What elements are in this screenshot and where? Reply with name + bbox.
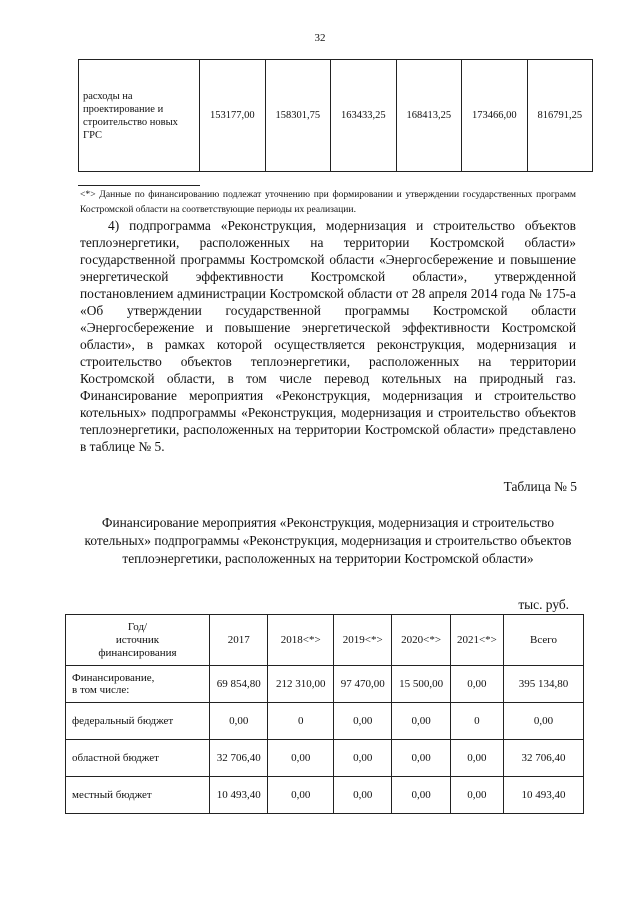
table-cell: 173466,00 xyxy=(462,60,528,172)
row-label: расходы на проектирование и строительство новых ГРС xyxy=(79,60,200,172)
header-total: Всего xyxy=(504,615,584,666)
table-cell: 158301,75 xyxy=(265,60,331,172)
header-source xyxy=(66,615,210,666)
header-year: 2020<*> xyxy=(392,615,450,666)
table-cell: 0,00 xyxy=(392,703,450,740)
table-row xyxy=(66,703,584,740)
row-label xyxy=(66,666,210,703)
table-cell: 32 706,40 xyxy=(504,740,584,777)
table-cell: 395 134,80 xyxy=(504,666,584,703)
table-cell: 69 854,80 xyxy=(210,666,268,703)
table-label: Таблица № 5 xyxy=(503,479,577,494)
table-cell: 163433,25 xyxy=(331,60,397,172)
body-paragraph xyxy=(80,217,576,455)
table-title: Финансирование мероприятия «Реконструкция, модернизация и строительство котельных» подпрограммы «Реконструкция, модернизация и строительство объектов теплоэнергетики, расположенных на территории Костромской области» xyxy=(84,515,572,566)
table-cell: 0,00 xyxy=(450,777,503,814)
table-header-row xyxy=(66,615,584,666)
footnote-divider xyxy=(78,185,200,186)
units-label: тыс. руб. xyxy=(518,597,569,612)
table-cell: 816791,25 xyxy=(527,60,593,172)
header-source-line: источник xyxy=(115,633,160,646)
footnote: <*> Данные по финансированию подлежат уточнению при формировании и утверждении государственных программ Костромской области на соответствующие периоды их реализации. xyxy=(80,189,576,215)
table-row xyxy=(66,666,584,703)
header-year: 2019<*> xyxy=(333,615,391,666)
table-cell: 0,00 xyxy=(210,703,268,740)
table-cell: 153177,00 xyxy=(200,60,266,172)
table-cell: 0 xyxy=(268,703,334,740)
table-cell: 0,00 xyxy=(504,703,584,740)
table-cell: 0,00 xyxy=(333,777,391,814)
table-cell: 0,00 xyxy=(333,740,391,777)
table-row xyxy=(79,60,593,172)
header-year: 2021<*> xyxy=(450,615,503,666)
page-number: 32 xyxy=(314,32,326,44)
table-cell: 10 493,40 xyxy=(504,777,584,814)
row-label-line: в том числе: xyxy=(72,684,130,696)
header-source-line: Год/ xyxy=(127,620,148,633)
table-cell: 0,00 xyxy=(392,740,450,777)
table-cell: 10 493,40 xyxy=(210,777,268,814)
table-row xyxy=(66,740,584,777)
table-row xyxy=(66,777,584,814)
table-cell: 32 706,40 xyxy=(210,740,268,777)
header-year: 2018<*> xyxy=(268,615,334,666)
table-cell: 0,00 xyxy=(450,740,503,777)
table-cell: 15 500,00 xyxy=(392,666,450,703)
paragraph-text: 4) подпрограмма «Реконструкция, модернизация и строительство объектов теплоэнергетики, расположенных на территории Костромской области» государственной программы Костромской области «Энергосбережение и повышение энергетической эффективности Костромской области», утвержденной постановлением администрации Костромской области от 28 апреля 2014 года № 175-а «Об утверждении государственной программы Костромской области «Энергосбережение и повышение энергетической эффективности Костромской области», в рамках которой осуществляется реконструкция, модернизация и строительство объектов теплоэнергетики, расположенных на территории Костромской области, в том числе перевод котельных на природный газ. Финансирование мероприятия «Реконструкция, модернизация и строительство котельных» подпрограммы «Реконструкция, модернизация и строительство объектов теплоэнергетики, расположенных на территории Костромской области» представлено в таблице № 5. xyxy=(80,218,576,454)
top-continuation-table xyxy=(78,59,593,172)
table-cell: 212 310,00 xyxy=(268,666,334,703)
table-cell: 0,00 xyxy=(268,740,334,777)
row-label: федеральный бюджет xyxy=(66,703,210,740)
row-label: областной бюджет xyxy=(66,740,210,777)
header-source-line: финансирования xyxy=(98,646,177,659)
table-cell: 0 xyxy=(450,703,503,740)
table-cell: 97 470,00 xyxy=(333,666,391,703)
table-cell: 0,00 xyxy=(450,666,503,703)
table-cell: 0,00 xyxy=(268,777,334,814)
row-label-line: Финансирование, xyxy=(72,672,155,684)
row-label: местный бюджет xyxy=(66,777,210,814)
table-cell: 0,00 xyxy=(333,703,391,740)
table-cell: 168413,25 xyxy=(396,60,462,172)
finance-table xyxy=(65,614,584,814)
header-year: 2017 xyxy=(210,615,268,666)
table-cell: 0,00 xyxy=(392,777,450,814)
